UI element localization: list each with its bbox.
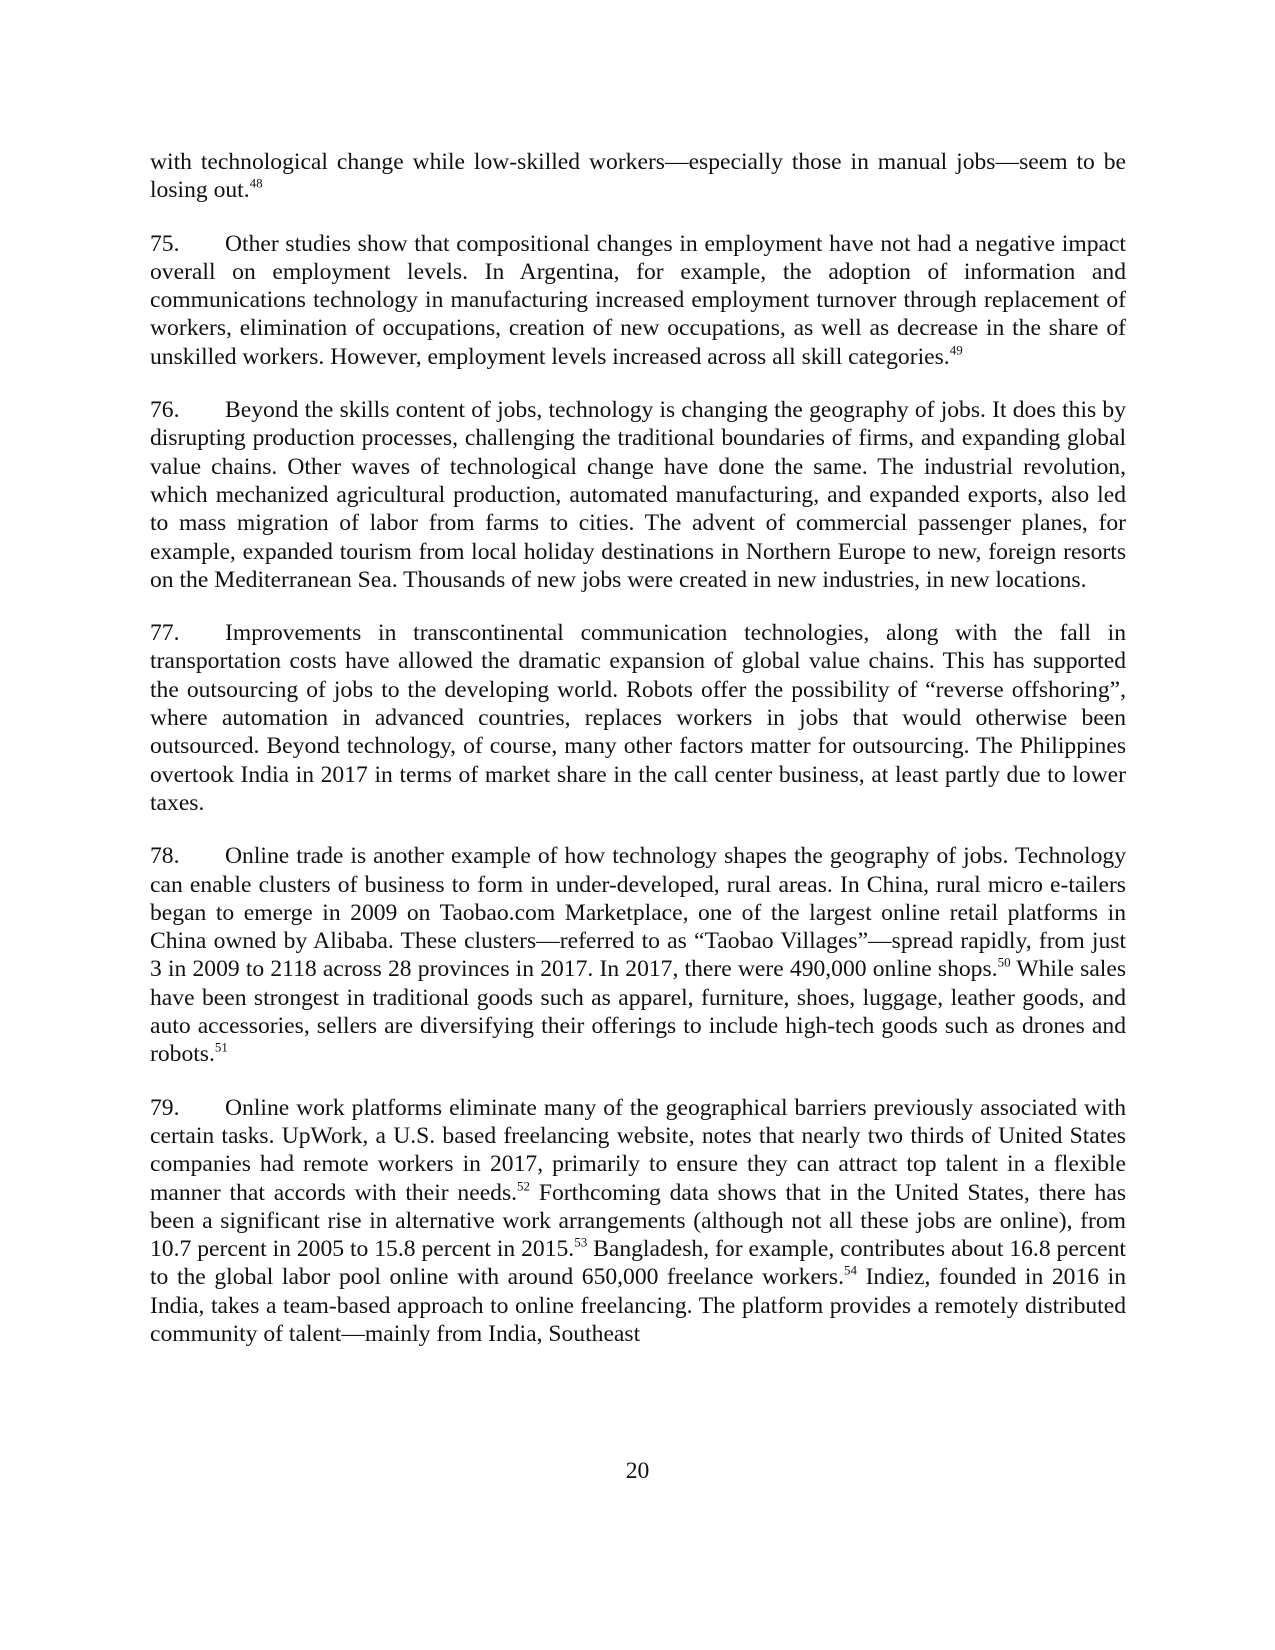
paragraph-77 [150, 619, 1126, 817]
paragraph-text: Improvements in transcontinental communication technologies, along with the fall in transportation costs have allowed the dramatic expansion of global value chains. This has supported the outsourcing of jobs to the developing world. Robots offer the possibility of “reverse offshoring”, where automation in advanced countries, replaces workers in jobs that would otherwise been outsourced. Beyond technology, of course, many other factors matter for outsourcing. The Philippines overtook India in 2017 in terms of market share in the call center business, at least partly due to lower taxes. [150, 620, 1126, 816]
paragraph-78 [150, 842, 1126, 1068]
paragraph-text: While sales have been strongest in traditional goods such as apparel, furniture, shoes, luggage, leather goods, and auto accessories, sellers are diversifying their offerings to include high-tech goods such as drones and robots. [150, 956, 1126, 1068]
paragraph-number: 78. [150, 843, 180, 870]
paragraph-continuation [150, 148, 1126, 205]
paragraph-number: 77. [150, 620, 180, 647]
paragraph-text: with technological change while low-skilled workers—especially those in manual jobs—seem to be losing out. [150, 149, 1126, 204]
footnote-ref: 49 [949, 342, 963, 358]
paragraph-text: Forthcoming data shows that in the United States, there has been a significant rise in alternative work arrangements (although not all these jobs are online), from 10.7 percent in 2005 to 15.8 percent in 2015. [150, 1179, 1126, 1263]
paragraph-number: 79. [150, 1094, 180, 1121]
paragraph-number: 75. [150, 230, 180, 257]
paragraph-text: Indiez, founded in 2016 in India, takes a team-based approach to online freelancing. The platform provides a remotely distributed community of talent—mainly from India, Southeast [150, 1264, 1126, 1347]
paragraph-75 [150, 230, 1126, 371]
paragraph-text: Other studies show that compositional changes in employment have not had a negative impact overall on employment levels. In Argentina, for example, the adoption of information and communications technology in manufacturing increased employment turnover through replacement of workers, elimination of occupations, creation of new occupations, as well as decrease in the share of unskilled workers. However, employment levels increased across all skill categories. [150, 230, 1126, 370]
footnote-ref: 54 [843, 1263, 857, 1279]
body-text [150, 148, 1126, 1373]
paragraph-79 [150, 1094, 1126, 1349]
paragraph-text: Bangladesh, for example, contributes about 16.8 percent to the global labor pool online with around 650,000 freelance workers. [150, 1236, 1126, 1291]
footnote-ref: 51 [214, 1039, 228, 1055]
paragraph-text: Beyond the skills content of jobs, technology is changing the geography of jobs. It does this by disrupting production processes, challenging the traditional boundaries of firms, and expanding global value chains. Other waves of technological change have done the same. The industrial revolution, which mechanized agricultural production, automated manufacturing, and expanded exports, also led to mass migration of labor from farms to cities. The advent of commercial passenger planes, for example, expanded tourism from local holiday destinations in Northern Europe to new, foreign resorts on the Mediterranean Sea. Thousands of new jobs were created in new industries, in new locations. [150, 397, 1126, 593]
paragraph-text: Online work platforms eliminate many of the geographical barriers previously associated with certain tasks. UpWork, a U.S. based freelancing website, notes that nearly two thirds of United States companies had remote workers in 2017, primarily to ensure they can attract top talent in a flexible manner that accords with their needs. [150, 1094, 1126, 1206]
footnote-ref: 50 [997, 955, 1011, 971]
paragraph-text: Online trade is another example of how technology shapes the geography of jobs. Technology can enable clusters of business to form in under-developed, rural areas. In China, rural micro e-tailers began to emerge in 2009 on Taobao.com Marketplace, one of the largest online retail platforms in China owned by Alibaba. These clusters—referred to as “Taobao Villages”—spread rapidly, from just 3 in 2009 to 2118 across 28 provinces in 2017. In 2017, there were 490,000 online shops. [150, 843, 1126, 983]
footnote-ref: 53 [574, 1234, 588, 1250]
paragraph-76 [150, 396, 1126, 594]
footnote-ref: 48 [249, 175, 263, 191]
page-number: 20 [625, 1458, 650, 1484]
paragraph-number: 76. [150, 397, 180, 424]
footnote-ref: 52 [517, 1178, 531, 1194]
